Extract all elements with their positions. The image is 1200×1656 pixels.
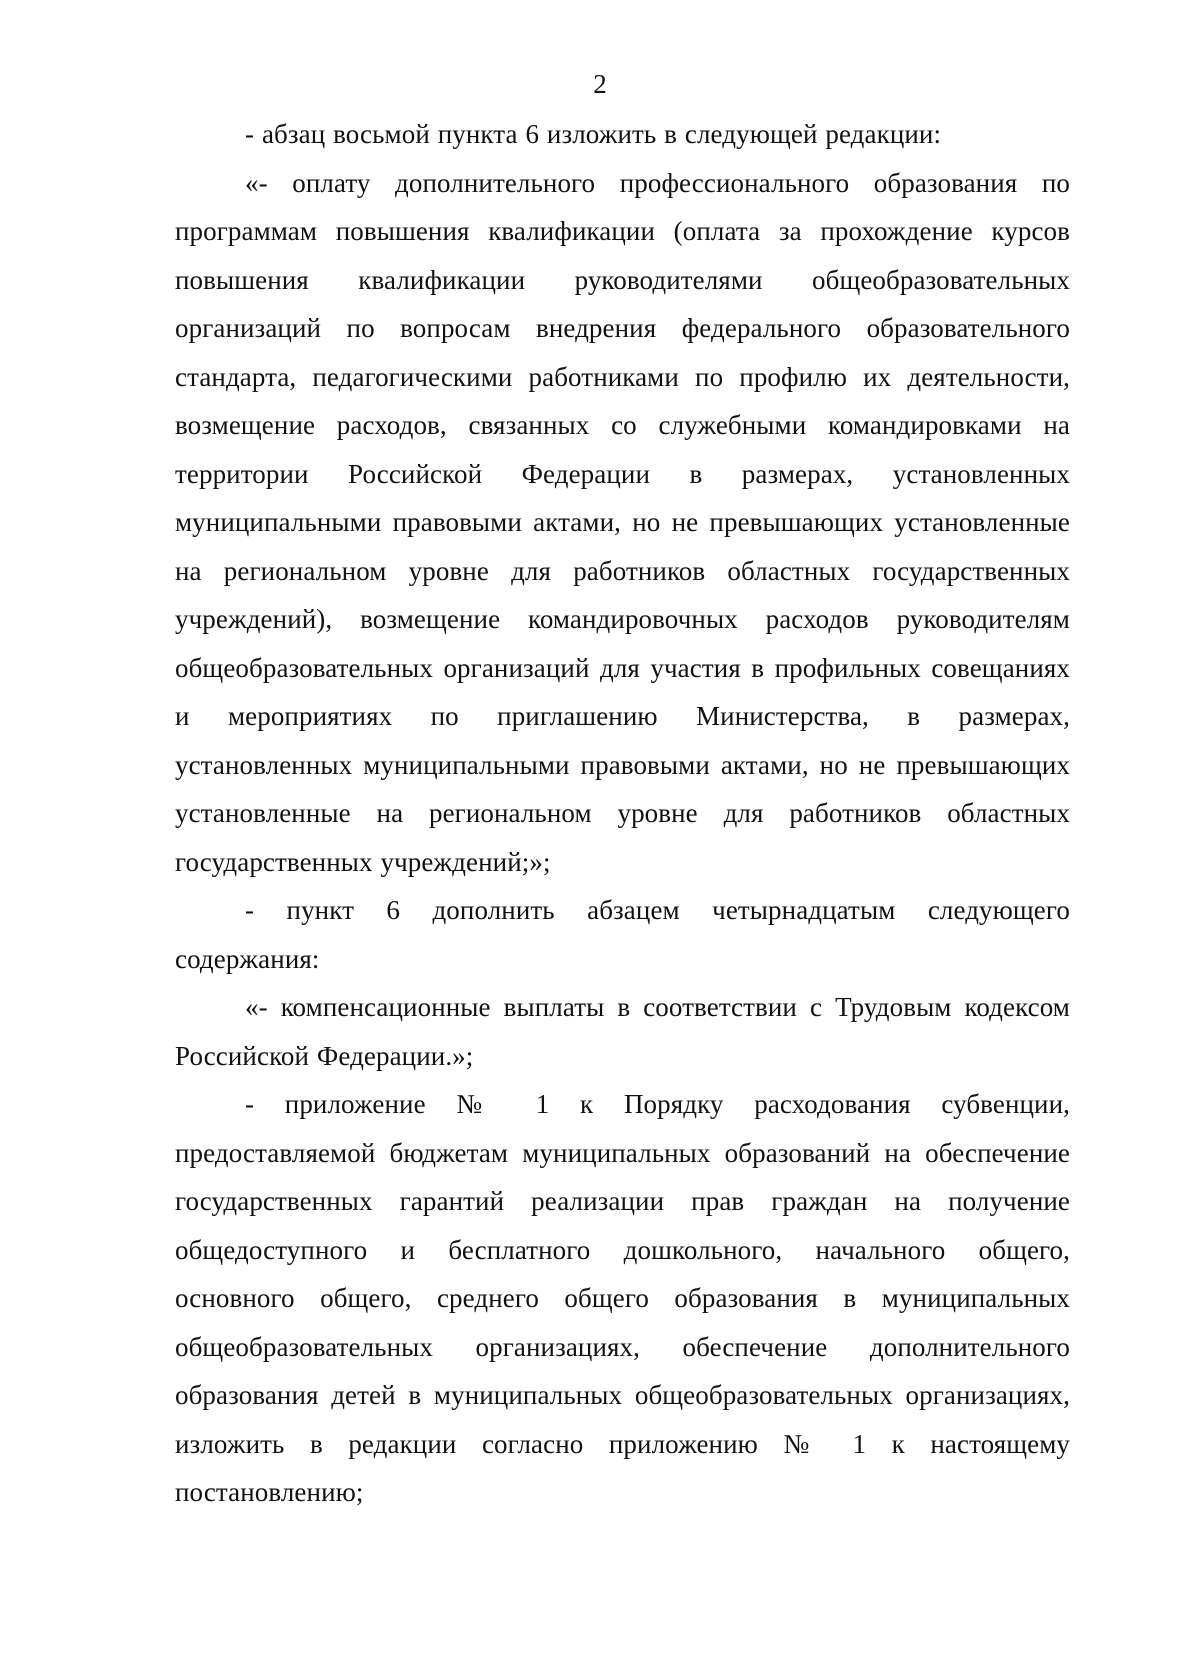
paragraph-amendment-intro: - абзац восьмой пункта 6 изложить в следующей редакции: [245, 119, 942, 149]
page-number: 2 [593, 69, 607, 99]
paragraph-amendment-text: «- оплату дополнительного профессионального образования по программам повышения квалификации (оплата за прохождение курсов повышения квалификации руководителями общеобразовательных организаций по вопросам внедрения федерального образовательного стандарта, педагогическими работниками по профилю их деятельности, возмещение расходов, связанных со служебными командировками на территории Российской Федерации в размерах, установленных муниципальными правовыми актами, но не превышающих установленные на региональном уровне для работников областных государственных учреждений), возмещение командировочных расходов руководителям общеобразовательных организаций для участия в профильных совещаниях и мероприятиях по приглашению Министерства, в размерах, установленных муниципальными правовыми актами, но не превышающих установленные на региональном уровне для работников областных государственных учреждений;»; [175, 167, 1070, 877]
document-body [175, 110, 1070, 1517]
paragraph-appendix-replacement: - приложение № 1 к Порядку расходования субвенции, предоставляемой бюджетам муниципальных образований на обеспечение государственных гарантий реализации прав граждан на получение общедоступного и бесплатного дошкольного, начального общего, основного общего, среднего общего образования в муниципальных общеобразовательных организациях, обеспечение дополнительного образования детей в муниципальных общеобразовательных организациях, изложить в редакции согласно приложению № 1 к настоящему постановлению; [175, 1089, 1070, 1507]
paragraph-addition-intro: - пункт 6 дополнить абзацем четырнадцатым следующего содержания: [175, 895, 1070, 974]
paragraph-addition-text: «- компенсационные выплаты в соответствии с Трудовым кодексом Российской Федерации.»; [175, 992, 1070, 1071]
